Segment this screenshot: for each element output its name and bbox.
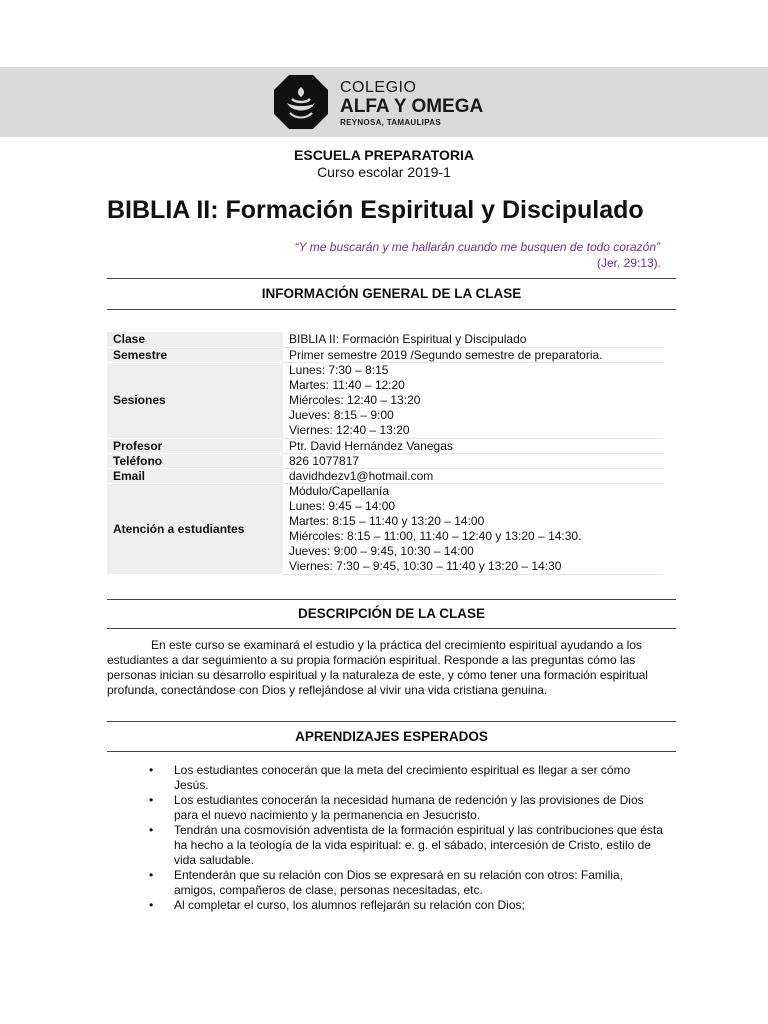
bullet-icon: • (149, 793, 154, 807)
class-description (107, 638, 675, 698)
email-link[interactable]: davidhdezv1@hotmail.com (283, 468, 663, 483)
table-row (107, 362, 663, 438)
office-hours-line: Viernes: 7:30 – 9:45, 10:30 – 11:40 y 13:20 – 14:30 (289, 558, 562, 573)
row-value: BIBLIA II: Formación Espiritual y Discipulado (283, 332, 663, 347)
session-line: Martes: 11:40 – 12:20 (289, 377, 405, 392)
bullet-icon: • (149, 868, 154, 882)
school-name: ESCUELA PREPARATORIA (294, 147, 474, 163)
table-row (107, 468, 663, 483)
row-label: Semestre (107, 347, 283, 362)
office-hours-line: Módulo/Capellanía (289, 483, 390, 498)
section-heading-learning: APRENDIZAJES ESPERADOS (107, 721, 676, 752)
row-label: Clase (107, 332, 283, 347)
table-row (107, 453, 663, 468)
list-item-text: Los estudiantes conocerán que la meta del crecimiento espiritual es llegar a ser cómo Jesús. (174, 763, 631, 792)
section-heading-info: INFORMACIÓN GENERAL DE LA CLASE (107, 278, 676, 310)
list-item (146, 868, 666, 898)
list-item-text: Al completar el curso, los alumnos reflejarán su relación con Dios; (174, 898, 525, 912)
table-row (107, 347, 663, 362)
row-label: Sesiones (107, 362, 283, 438)
office-hours-line: Lunes: 9:45 – 14:00 (289, 498, 396, 513)
session-line: Lunes: 7:30 – 8:15 (289, 362, 389, 377)
bullet-icon: • (149, 823, 154, 837)
row-value (283, 362, 663, 438)
row-value (283, 483, 663, 574)
logo-line-3: REYNOSA, TAMAULIPAS (340, 118, 441, 127)
table-row (107, 438, 663, 453)
office-hours-line: Martes: 8:15 – 11:40 y 13:20 – 14:00 (289, 513, 485, 528)
row-label: Email (107, 468, 283, 483)
school-logo-icon (272, 73, 330, 131)
office-hours-line: Jueves: 9:00 – 9:45, 10:30 – 14:00 (289, 543, 474, 558)
session-line: Viernes: 12:40 – 13:20 (289, 422, 410, 437)
logo-line-1: COLEGIO (340, 79, 417, 96)
bullet-icon: • (149, 898, 154, 912)
list-item-text: Los estudiantes conocerán la necesidad humana de redención y las provisiones de Dios para el nuevo nacimiento y la permanencia en Jesucristo. (174, 793, 644, 822)
section-heading-description: DESCRIPCIÓN DE LA CLASE (107, 599, 676, 629)
row-label: Teléfono (107, 453, 283, 468)
session-line: Jueves: 8:15 – 9:00 (289, 407, 394, 422)
learning-outcomes-list (146, 763, 666, 913)
table-row (107, 332, 663, 347)
row-value: Ptr. David Hernández Vanegas (283, 438, 663, 453)
school-year: Curso escolar 2019-1 (317, 164, 451, 180)
office-hours-line: Miércoles: 8:15 – 11:00, 11:40 – 12:40 y 13:20 – 14:30. (289, 528, 582, 543)
row-label: Atención a estudiantes (107, 483, 283, 574)
school-logo-text (340, 80, 483, 127)
bible-verse-reference: (Jer. 29:13). (596, 256, 661, 270)
list-item (146, 763, 666, 793)
document-title: BIBLIA II: Formación Espiritual y Discipulado (107, 196, 644, 224)
row-value: 826 1077817 (283, 453, 663, 468)
list-item-text: Entenderán que su relación con Dios se expresará en su relación con otros: Familia, amigos, compañeros de clase, personas necesitadas, etc. (174, 868, 623, 897)
bible-verse: “Y me buscarán y me hallarán cuando me busquen de todo corazón” (294, 240, 660, 254)
header-banner (0, 67, 768, 137)
logo-line-2: ALFA Y OMEGA (340, 96, 484, 117)
class-info-table (107, 332, 663, 575)
list-item (146, 823, 666, 868)
list-item-text: Tendrán una cosmovisión adventista de la formación espiritual y las contribuciones que ésta ha hecho a la teología de la vida espiritual: e. g. el sábado, intercesión de Cristo, estilo de vida saludable. (174, 823, 663, 867)
description-paragraph: En este curso se examinará el estudio y la práctica del crecimiento espiritual ayudando a los estudiantes a dar seguimiento a su propia formación espiritual. Responde a las preguntas cómo las personas inician su desarrollo espiritual y la naturaleza de este, y cómo tener una formación espiritual profunda, conectándose con Dios y reflejándose al vivir una vida cristiana genuina. (107, 638, 648, 697)
list-item (146, 898, 666, 913)
session-line: Miércoles: 12:40 – 13:20 (289, 392, 421, 407)
row-value: Primer semestre 2019 /Segundo semestre de preparatoria. (283, 347, 663, 362)
table-row (107, 483, 663, 574)
bullet-icon: • (149, 763, 154, 777)
row-label: Profesor (107, 438, 283, 453)
list-item (146, 793, 666, 823)
